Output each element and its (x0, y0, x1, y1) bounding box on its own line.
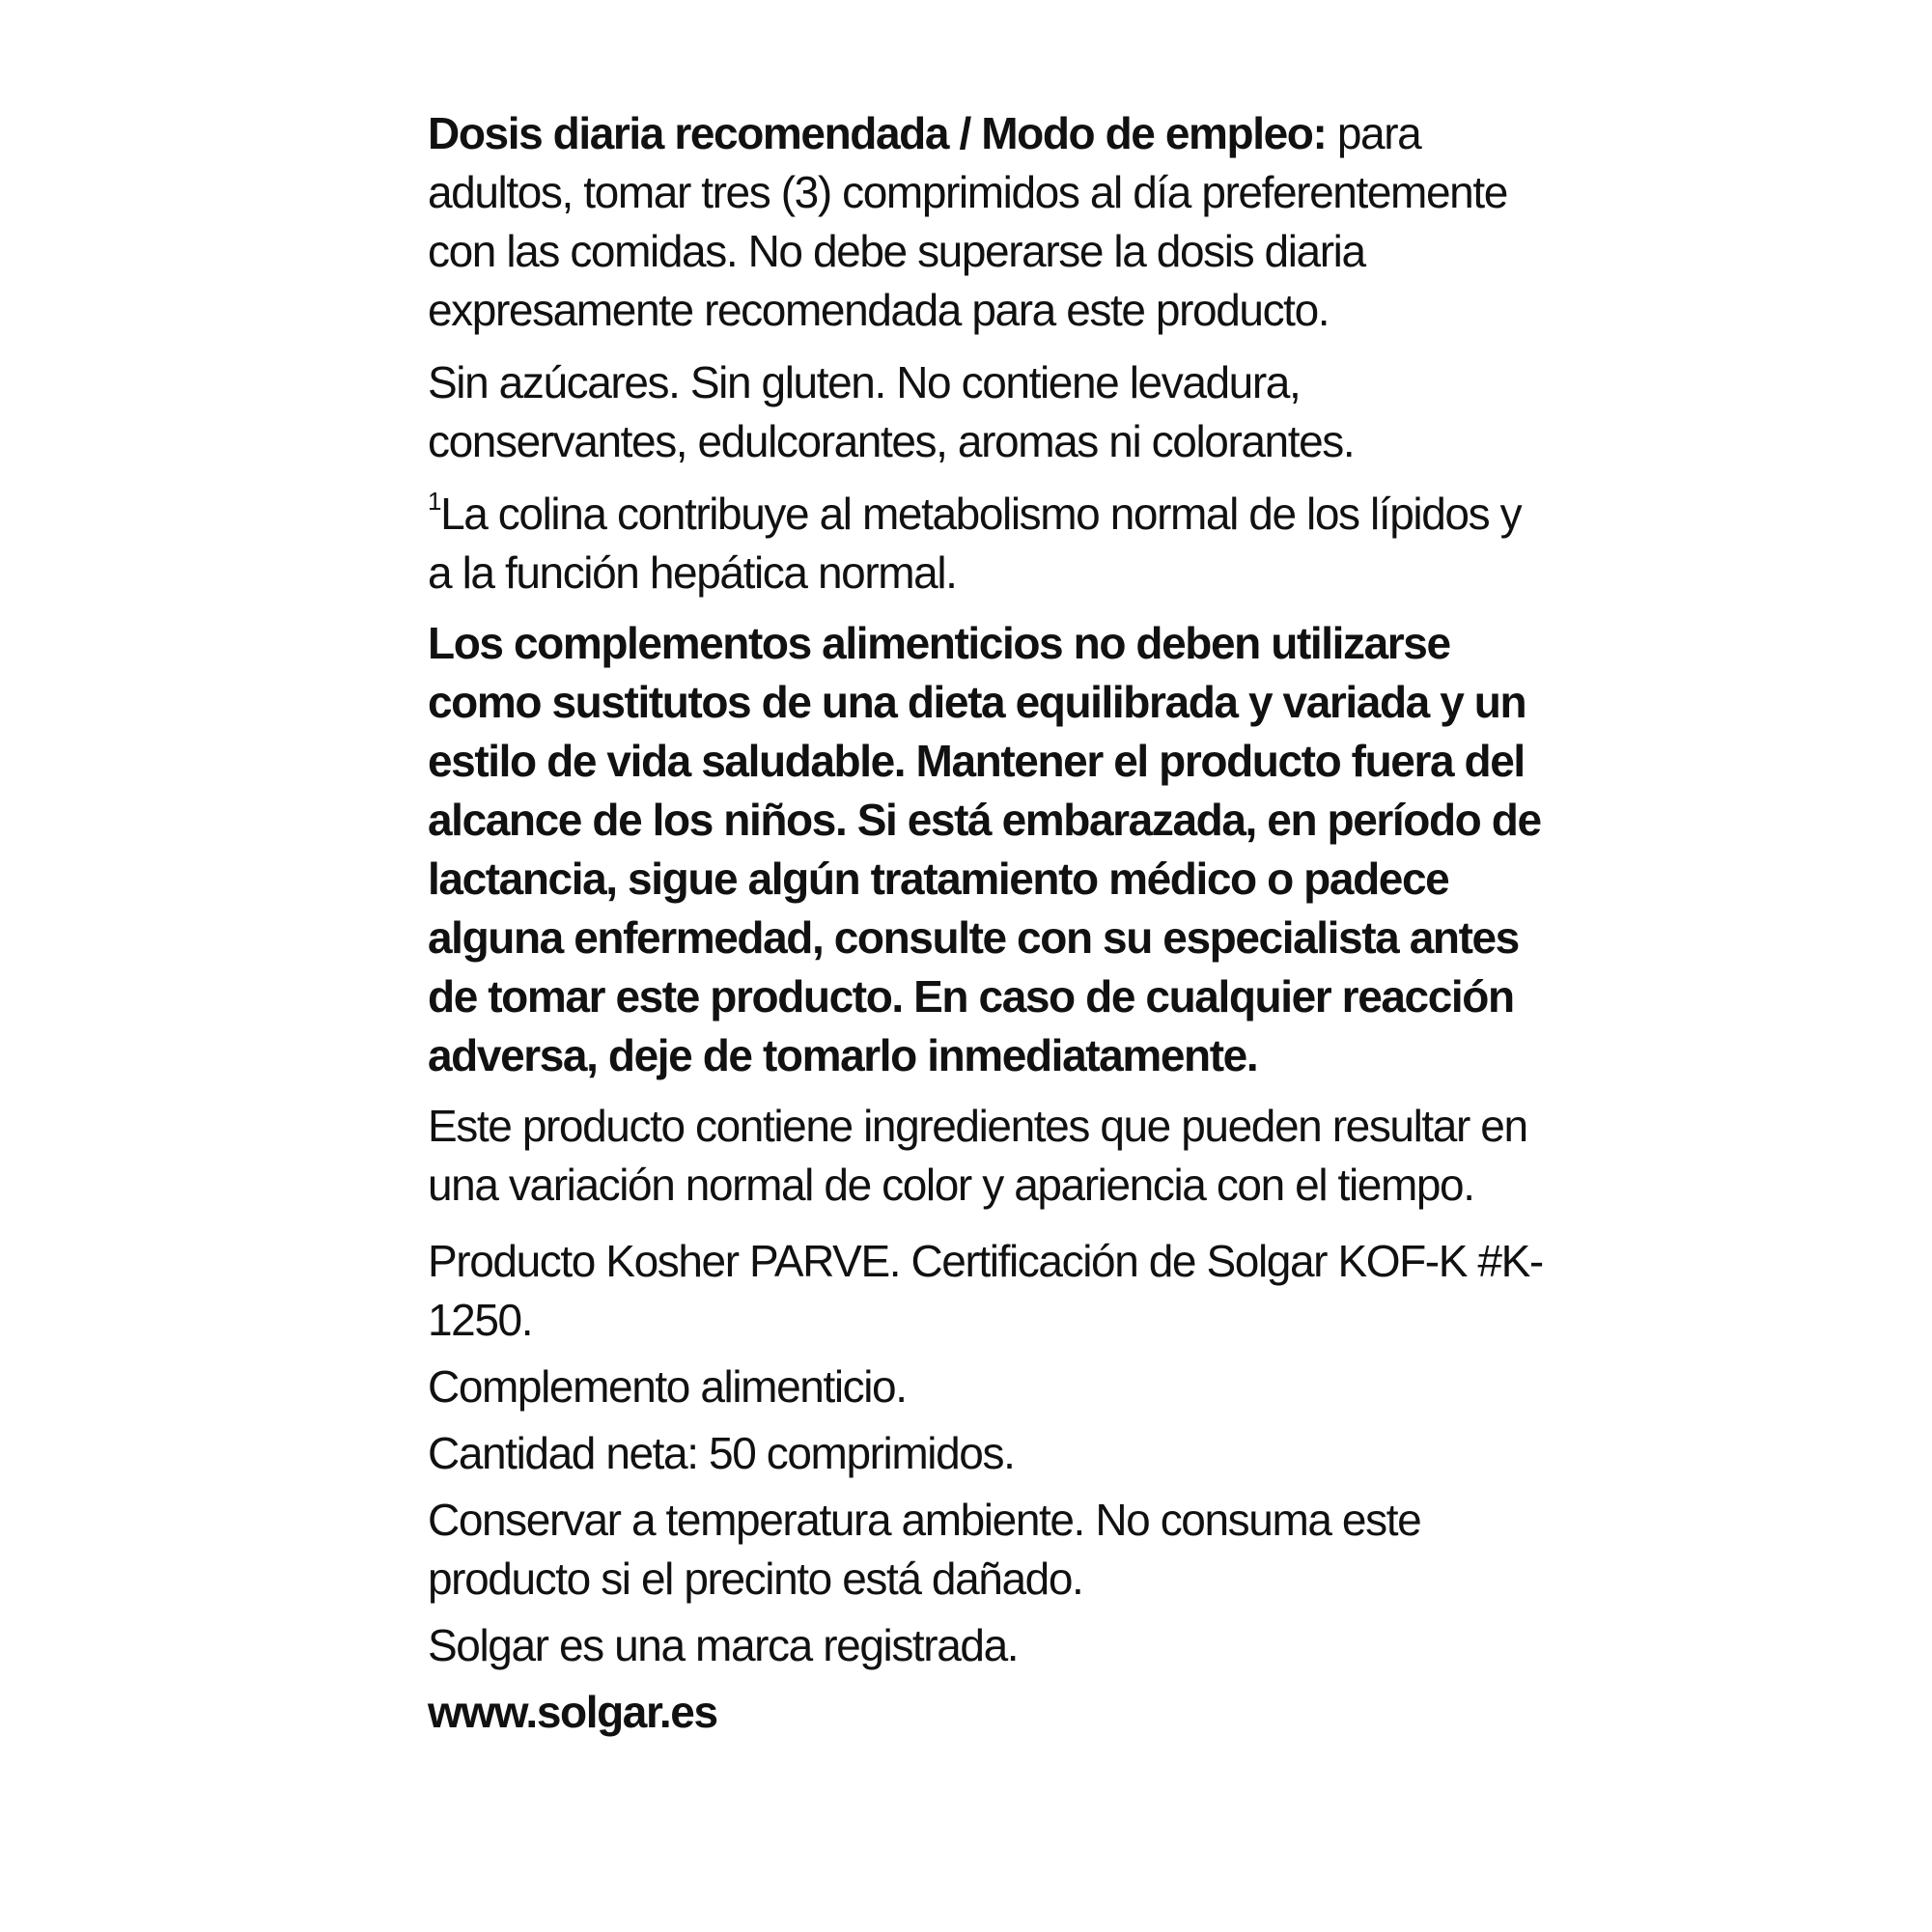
footnote-text: La colina contribuye al metabolismo normal de los lípidos y a la función hepática normal. (428, 489, 1522, 598)
net-quantity-paragraph: Cantidad neta: 50 comprimidos. (428, 1428, 1015, 1478)
product-label-text (428, 104, 1548, 1742)
footnote-marker: 1 (428, 487, 441, 516)
footnote-paragraph (428, 485, 1548, 602)
dosage-text: para adultos, tomar tres (3) comprimidos al día preferentemente con las comidas. No debe superarse la dosis diaria expresamente recomendada para este producto. (428, 108, 1507, 335)
storage-paragraph: Conservar a temperatura ambiente. No consuma este producto si el precinto está dañado. (428, 1495, 1421, 1604)
website-link: www.solgar.es (428, 1687, 717, 1737)
warning-paragraph: Los complementos alimenticios no deben utilizarse como sustitutos de una dieta equilibrada y variada y un estilo de vida saludable. Mantener el producto fuera del alcance de los niños. Si está embarazada, en período de lactancia, sigue algún tratamiento médico o padece alguna enfermedad, consulte con su especialista antes de tomar este producto. En caso de cualquier reacción adversa, deje de tomarlo inmediatamente. (428, 618, 1541, 1080)
dosage-paragraph (428, 104, 1548, 340)
free-from-paragraph: Sin azúcares. Sin gluten. No contiene levadura, conservantes, edulcorantes, aromas ni colorantes. (428, 357, 1355, 466)
dosage-heading: Dosis diaria recomendada / Modo de empleo: (428, 108, 1327, 158)
category-paragraph: Complemento alimenticio. (428, 1361, 907, 1412)
variation-note-paragraph: Este producto contiene ingredientes que pueden resultar en una variación normal de color y apariencia con el tiempo. (428, 1101, 1527, 1210)
trademark-paragraph: Solgar es una marca registrada. (428, 1620, 1019, 1670)
kosher-paragraph: Producto Kosher PARVE. Certificación de Solgar KOF-K #K-1250. (428, 1236, 1543, 1345)
